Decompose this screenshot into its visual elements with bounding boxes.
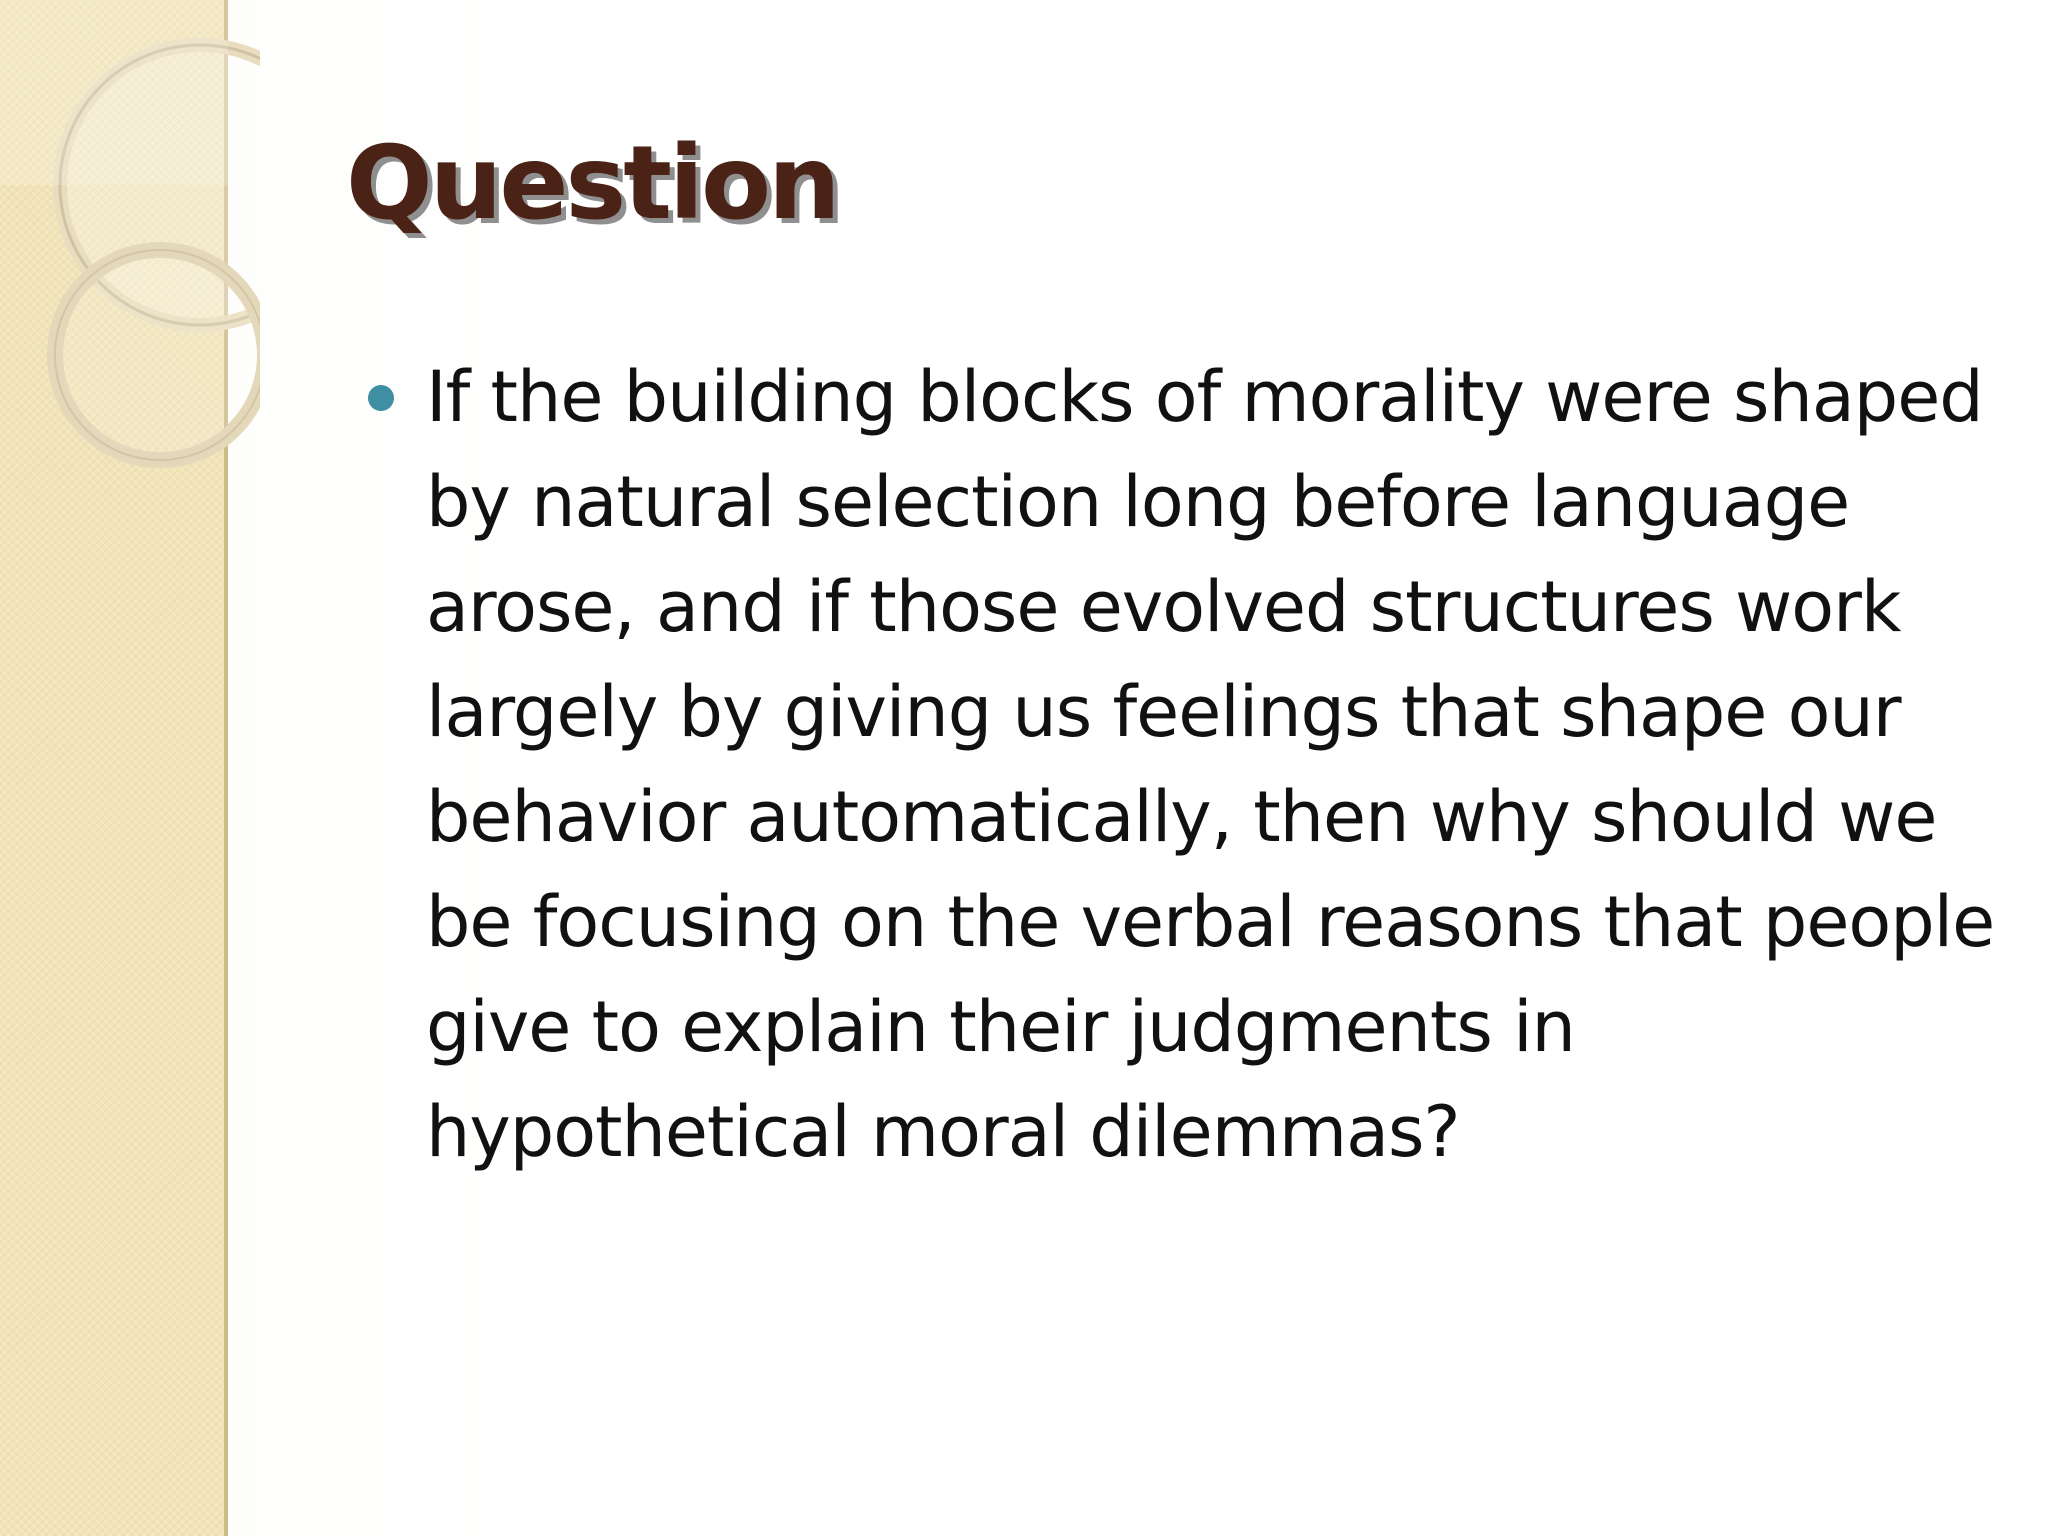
bullet-list — [352, 345, 2012, 1185]
top-highlight-block — [0, 0, 228, 185]
bullet-text: If the building blocks of morality were shaped by natural selection long before language arose, and if those evolved structures work largely by giving us feelings that shape our behavior automatically, then why should we be focusing on the verbal reasons that people give to explain their judgments in hypothetical moral dilemmas? — [426, 356, 1995, 1173]
bullet-item — [352, 345, 2012, 1185]
decorative-rings — [0, 0, 260, 520]
bullet-dot-icon — [368, 385, 394, 411]
slide-title: Question — [346, 124, 838, 243]
